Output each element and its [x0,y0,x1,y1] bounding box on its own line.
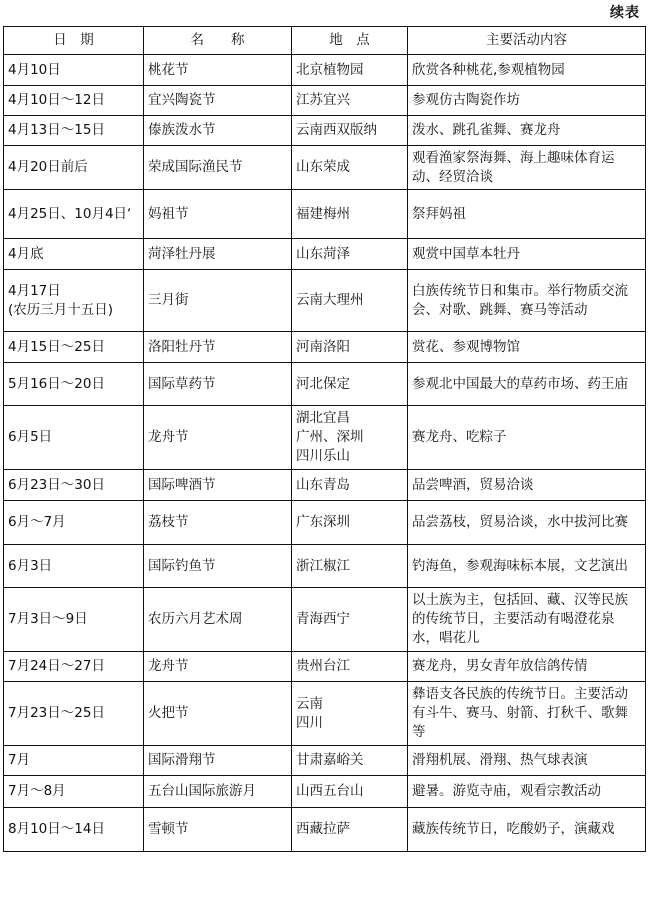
cell-place: 江苏宜兴 [292,86,408,116]
cell-activity: 观赏中国草本牡丹 [408,239,646,270]
table-row [4,332,646,363]
cell-activity: 参观仿古陶瓷作坊 [408,86,646,116]
cell-place: 青海西宁 [292,588,408,652]
table-row [4,363,646,406]
cell-activity: 参观北中国最大的草药市场、药王庙 [408,363,646,406]
cell-name: 五台山国际旅游月 [144,776,292,808]
cell-name: 荣成国际渔民节 [144,146,292,190]
table-row [4,239,646,270]
cell-date: 6月3日 [4,545,144,588]
cell-name: 龙舟节 [144,406,292,470]
header-name: 名 称 [144,27,292,55]
cell-name: 国际滑翔节 [144,746,292,776]
cell-name: 傣族泼水节 [144,116,292,146]
cell-place: 福建梅州 [292,190,408,239]
cell-activity: 滑翔机展、滑翔、热气球表演 [408,746,646,776]
cell-place [292,682,408,746]
cell-place: 浙江椒江 [292,545,408,588]
cell-place-line: 湖北宜昌 [296,410,350,426]
cell-activity: 钓海鱼，参观海味标本展，文艺演出 [408,545,646,588]
table-row [4,682,646,746]
cell-place: 西藏拉萨 [292,808,408,852]
cell-date: 4月25日、10月4日‘ [4,190,144,239]
table-row [4,501,646,545]
cell-name: 农历六月艺术周 [144,588,292,652]
table-row [4,588,646,652]
table-row [4,808,646,852]
cell-activity: 避暑。游览寺庙，观看宗教活动 [408,776,646,808]
cell-place: 广东深圳 [292,501,408,545]
cell-activity: 赏花、参观博物馆 [408,332,646,363]
cell-place-line: 四川 [296,714,323,731]
cell-date: 7月 [4,746,144,776]
cell-date: 8月10日～14日 [4,808,144,852]
header-date: 日 期 [4,27,144,55]
cell-date: 4月底 [4,239,144,270]
continued-label: 续表 [610,5,640,21]
cell-name: 桃花节 [144,55,292,86]
table-row [4,545,646,588]
cell-date: 4月10日～12日 [4,86,144,116]
cell-place-line: 广州、深圳 [296,429,364,445]
cell-activity: 品尝啤酒，贸易洽谈 [408,470,646,501]
cell-activity: 观看渔家祭海舞、海上趣味体育运动、经贸洽谈 [408,146,646,190]
cell-name: 宜兴陶瓷节 [144,86,292,116]
cell-activity: 祭拜妈祖 [408,190,646,239]
cell-place: 甘肃嘉峪关 [292,746,408,776]
cell-place: 云南西双版纳 [292,116,408,146]
table-row [4,746,646,776]
cell-date: 6月5日 [4,406,144,470]
cell-date: 4月13日～15日 [4,116,144,146]
table-row [4,190,646,239]
table-row [4,146,646,190]
cell-activity: 欣赏各种桃花,参观植物园 [408,55,646,86]
cell-place: 山东菏泽 [292,239,408,270]
cell-place: 河北保定 [292,363,408,406]
cell-activity: 赛龙舟，男女青年放信鸽传情 [408,652,646,682]
cell-name: 雪顿节 [144,808,292,852]
cell-name: 荔枝节 [144,501,292,545]
cell-name: 国际钓鱼节 [144,545,292,588]
cell-name: 国际啤酒节 [144,470,292,501]
table-row [4,55,646,86]
cell-date: 6月～7月 [4,501,144,545]
cell-place: 河南洛阳 [292,332,408,363]
header-place: 地 点 [292,27,408,55]
cell-place-line: 云南 [296,695,323,712]
cell-date-line: (农历三月十五日) [8,301,114,318]
cell-activity: 藏族传统节日，吃酸奶子，演藏戏 [408,808,646,852]
cell-date: 7月～8月 [4,776,144,808]
cell-date: 7月3日～9日 [4,588,144,652]
cell-date: 4月20日前后 [4,146,144,190]
header-row [4,27,646,55]
cell-place: 山东荣成 [292,146,408,190]
cell-place: 云南大理州 [292,270,408,332]
cell-name: 妈祖节 [144,190,292,239]
table-row [4,86,646,116]
table-row [4,270,646,332]
cell-date: 5月16日～20日 [4,363,144,406]
cell-activity: 彝语支各民族的传统节日。主要活动有斗牛、赛马、射箭、打秋千、歌舞等 [408,682,646,746]
cell-name: 三月街 [144,270,292,332]
cell-date: 4月10日 [4,55,144,86]
cell-name: 国际草药节 [144,363,292,406]
cell-activity: 赛龙舟、吃粽子 [408,406,646,470]
cell-activity: 以土族为主，包括回、藏、汉等民族的传统节日，主要活动有喝澄花泉水，唱花儿 [408,588,646,652]
cell-name: 菏泽牡丹展 [144,239,292,270]
cell-activity: 白族传统节日和集市。举行物质交流会、对歌、跳舞、赛马等活动 [408,270,646,332]
cell-activity: 泼水、跳孔雀舞、赛龙舟 [408,116,646,146]
cell-place: 山东青岛 [292,470,408,501]
cell-place [292,406,408,470]
cell-name: 龙舟节 [144,652,292,682]
cell-place: 山西五台山 [292,776,408,808]
cell-place-line: 四川乐山 [296,448,350,464]
table-row [4,116,646,146]
table-row [4,406,646,470]
cell-place: 贵州台江 [292,652,408,682]
cell-date: 7月24日～27日 [4,652,144,682]
cell-date [4,270,144,332]
table-row [4,776,646,808]
cell-date: 7月23日～25日 [4,682,144,746]
cell-activity: 品尝荔枝，贸易洽谈，水中拔河比赛 [408,501,646,545]
table-row [4,470,646,501]
cell-place: 北京植物园 [292,55,408,86]
cell-date: 4月15日～25日 [4,332,144,363]
festival-table [3,26,646,852]
cell-date: 6月23日～30日 [4,470,144,501]
cell-date-line: 4月17日 [8,282,61,299]
table-row [4,652,646,682]
cell-name: 火把节 [144,682,292,746]
header-activity: 主要活动内容 [408,27,646,55]
cell-name: 洛阳牡丹节 [144,332,292,363]
